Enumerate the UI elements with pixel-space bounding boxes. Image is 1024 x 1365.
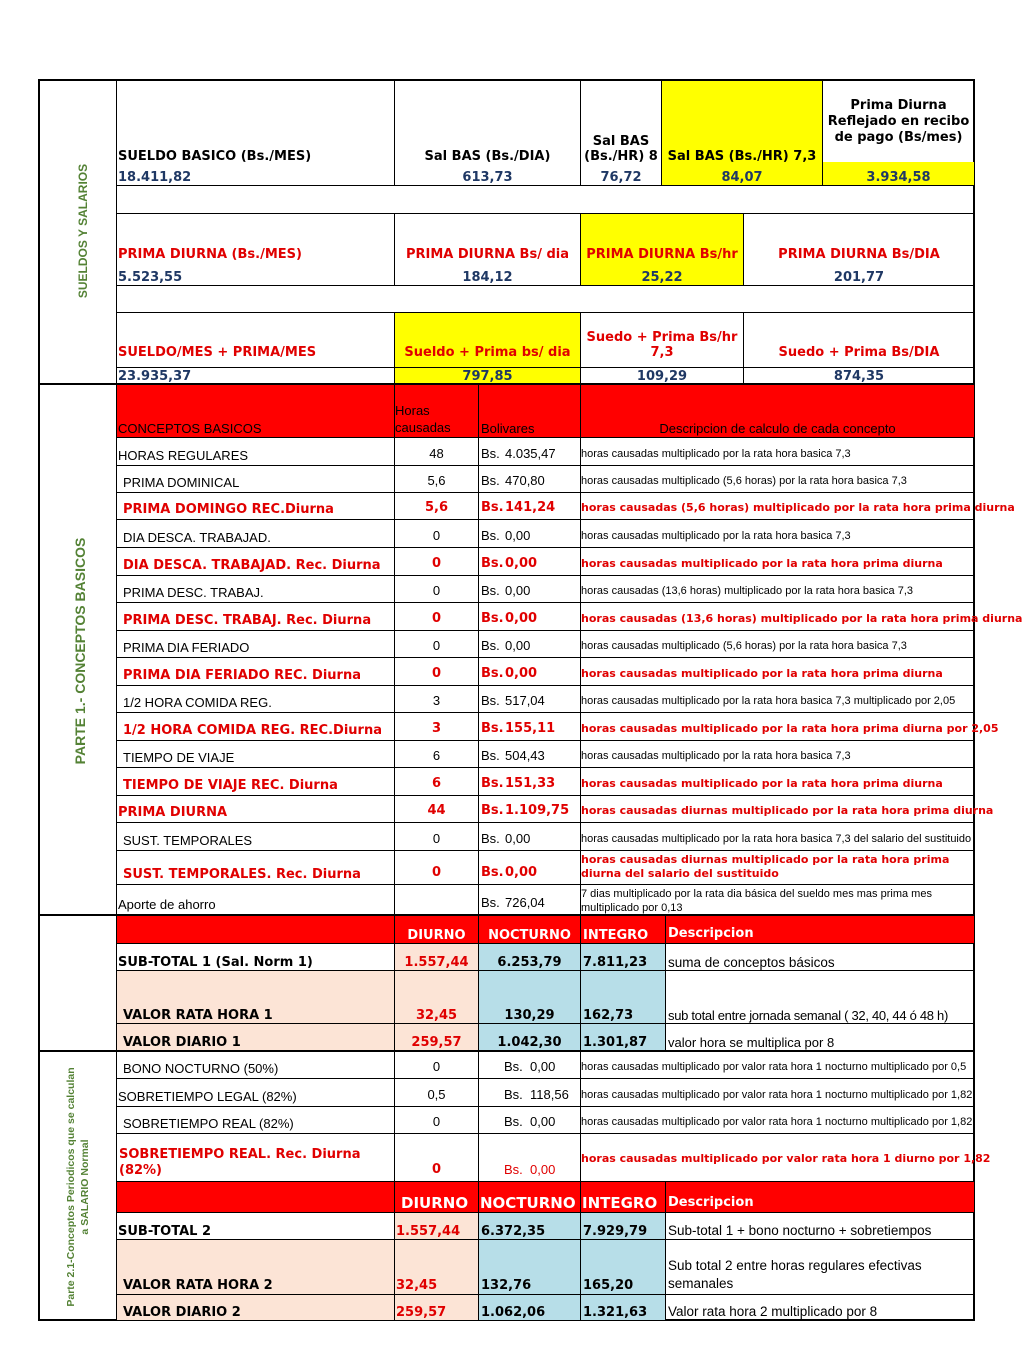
- concept-bs-label: Bs.: [481, 528, 500, 543]
- concept-desc: horas causadas (13,6 horas) multiplicado por la rata hora prima diurna: [581, 612, 1023, 625]
- concept-name: TIEMPO DE VIAJE: [123, 750, 235, 765]
- concept-desc: horas causadas diurnas multiplicado por la rata hora prima diurna del salario del sustituido: [581, 853, 950, 880]
- salary-value-1: 18.411,82: [118, 170, 192, 185]
- diario2-diurno: 259,57: [396, 1305, 447, 1320]
- subtotal2-header-desc: Descripcion: [668, 1195, 754, 1210]
- diario1-diurno: 259,57: [411, 1035, 462, 1050]
- concept-name: DIA DESCA. TRABAJAD.: [123, 530, 271, 545]
- concept-amount: 517,04: [505, 693, 545, 708]
- concept-bs-label: Bs.: [481, 721, 504, 736]
- concept-hours: 6: [432, 748, 441, 763]
- periodic-desc: horas causadas multiplicado por valor rata hora 1 diurno por 1,82: [581, 1152, 991, 1165]
- concept-name: PRIMA DIURNA: [118, 805, 228, 820]
- diario2-integro: 1.321,63: [583, 1305, 648, 1320]
- concept-name: PRIMA DOMINGO REC.Diurna: [123, 502, 334, 517]
- concept-amount: 4.035,47: [505, 446, 556, 461]
- concept-name: PRIMA DESC. TRABAJ. Rec. Diurna: [123, 613, 372, 628]
- combo-value-4: 874,35: [833, 369, 885, 384]
- periodic-bs-label: Bs.: [504, 1059, 523, 1074]
- concept-name: HORAS REGULARES: [118, 448, 249, 463]
- concept-hours: 5,6: [427, 473, 446, 488]
- concept-hours: 3: [431, 721, 442, 736]
- concept-amount: 141,24: [505, 500, 556, 515]
- concept-bs-label: Bs.: [481, 831, 500, 846]
- concept-bs-label: Bs.: [481, 895, 500, 910]
- periodic-desc: horas causadas multiplicado por valor rata hora 1 nocturno multiplicado por 1,82: [581, 1116, 973, 1128]
- concept-name: PRIMA DESC. TRABAJ.: [123, 585, 264, 600]
- salary-header-4: Sal BAS (Bs./HR) 7,3: [667, 149, 817, 164]
- salary-value-4: 84,07: [721, 170, 763, 185]
- concept-bs-label: Bs.: [481, 446, 500, 461]
- salary-header-5: Prima Diurna Reflejado en recibo de pago (Bs/mes): [827, 98, 970, 145]
- side-label-parte21-line1: Parte 2.1-Conceptos Periodicos que se calculan: [65, 1067, 77, 1307]
- concepts-header-desc: Descripcion de calculo de cada concepto: [659, 421, 896, 436]
- periodic-bs-label: Bs.: [504, 1087, 523, 1102]
- concept-hours: 44: [427, 803, 446, 818]
- concept-desc: horas causadas multiplicado por la rata hora basica 7,3 del salario del sustituido: [581, 833, 972, 845]
- combo-value-1: 23.935,37: [118, 369, 192, 384]
- concept-name: Aporte de ahorro: [118, 897, 216, 912]
- prima-value-1: 5.523,55: [118, 270, 183, 285]
- concept-desc: horas causadas multiplicado por la rata hora prima diurna: [581, 777, 943, 790]
- concept-hours: 0: [431, 556, 442, 571]
- concept-bs-label: Bs.: [481, 776, 504, 791]
- periodic-amount: 118,56: [530, 1087, 569, 1102]
- rata2-integro: 165,20: [583, 1278, 634, 1293]
- concept-amount: 151,33: [505, 776, 556, 791]
- subtotal1-desc: suma de conceptos básicos: [668, 955, 835, 970]
- periodic-hours: 0: [432, 1114, 441, 1129]
- combo-header-4: Suedo + Prima Bs/DIA: [778, 345, 940, 360]
- prima-header-2: PRIMA DIURNA Bs/ dia: [405, 247, 569, 262]
- concept-bs-label: Bs.: [481, 500, 504, 515]
- subtotal2-diurno: 1.557,44: [396, 1224, 461, 1239]
- concept-hours: 48: [429, 446, 444, 461]
- concept-amount: 0,00: [505, 556, 538, 571]
- concepts-header-hours: Horas causadas: [395, 403, 451, 435]
- concept-bs-label: Bs.: [481, 865, 504, 880]
- rata2-nocturno: 132,76: [481, 1278, 532, 1293]
- salary-header-2: Sal BAS (Bs./DIA): [424, 149, 551, 164]
- concept-name: PRIMA DOMINICAL: [123, 475, 240, 490]
- concept-desc: horas causadas multiplicado (5,6 horas) por la rata hora basica 7,3: [581, 475, 907, 487]
- salary-header-3: Sal BAS (Bs./HR) 8: [584, 134, 658, 164]
- concept-bs-label: Bs.: [481, 638, 500, 653]
- concept-hours: 0: [432, 638, 441, 653]
- diario1-nocturno: 1.042,30: [497, 1035, 562, 1050]
- concept-name: SUST. TEMPORALES: [123, 833, 253, 848]
- concept-desc: horas causadas diurnas multiplicado por la rata hora prima diurna: [581, 804, 994, 817]
- subtotal1-diurno: 1.557,44: [404, 955, 469, 970]
- concept-name: DIA DESCA. TRABAJAD. Rec. Diurna: [123, 558, 381, 573]
- concept-hours: 0: [431, 611, 442, 626]
- subtotal2-integro: 7.929,79: [583, 1224, 648, 1239]
- rata2-desc: Sub total 2 entre horas regulares efectivas semanales: [668, 1258, 922, 1291]
- subtotal1-header-integro: INTEGRO: [583, 928, 649, 943]
- side-label-sueldos: SUELDOS Y SALARIOS: [76, 163, 90, 299]
- concept-desc: 7 dias multiplicado por la rata dia básica del sueldo mes mas prima mes multiplicado por 0,13: [581, 888, 932, 914]
- subtotal1-header-desc: Descripcion: [668, 926, 754, 941]
- periodic-name: BONO NOCTURNO (50%): [123, 1061, 279, 1076]
- diario2-label: VALOR DIARIO 2: [123, 1305, 241, 1320]
- concept-hours: 6: [431, 776, 442, 791]
- combo-header-2: Sueldo + Prima bs/ dia: [404, 345, 571, 360]
- concept-name: 1/2 HORA COMIDA REG. REC.Diurna: [123, 723, 382, 738]
- periodic-amount: 0,00: [530, 1114, 556, 1129]
- periodic-name: SOBRETIEMPO REAL (82%): [123, 1116, 294, 1131]
- concept-amount: 726,04: [505, 895, 545, 910]
- subtotal1-label: SUB-TOTAL 1 (Sal. Norm 1): [118, 955, 313, 970]
- subtotal2-nocturno: 6.372,35: [481, 1224, 546, 1239]
- periodic-bs-label: Bs.: [504, 1162, 523, 1177]
- diario1-desc: valor hora se multiplica por 8: [668, 1035, 835, 1050]
- diario2-nocturno: 1.062,06: [481, 1305, 546, 1320]
- concepts-header-bolivares: Bolivares: [481, 421, 535, 436]
- side-label-parte1: PARTE 1.- CONCEPTOS BASICOS: [72, 537, 88, 765]
- concept-bs-label: Bs.: [481, 611, 504, 626]
- concept-amount: 1.109,75: [505, 803, 570, 818]
- rata1-diurno: 32,45: [415, 1008, 458, 1023]
- concept-hours: 0: [431, 666, 442, 681]
- concept-amount: 470,80: [505, 473, 545, 488]
- concept-hours: 0: [432, 528, 441, 543]
- concept-amount: 504,43: [505, 748, 545, 763]
- prima-header-3: PRIMA DIURNA Bs/hr: [586, 247, 738, 262]
- subtotal2-label: SUB-TOTAL 2: [118, 1224, 212, 1239]
- rata2-diurno: 32,45: [396, 1278, 438, 1293]
- periodic-name: SOBRETIEMPO LEGAL (82%): [118, 1089, 297, 1104]
- subtotal1-header-nocturno: NOCTURNO: [488, 928, 571, 943]
- periodic-bs-label: Bs.: [504, 1114, 523, 1129]
- combo-value-3: 109,29: [636, 369, 688, 384]
- concept-bs-label: Bs.: [481, 666, 504, 681]
- concept-desc: horas causadas multiplicado (5,6 horas) por la rata hora basica 7,3: [581, 640, 907, 652]
- concept-hours: 5,6: [424, 500, 449, 515]
- prima-header-4: PRIMA DIURNA Bs/DIA: [778, 247, 940, 262]
- combo-header-3: Suedo + Prima Bs/hr 7,3: [586, 330, 738, 360]
- periodic-name: SOBRETIEMPO REAL. Rec. Diurna (82%): [119, 1147, 361, 1178]
- concepts-header-name: CONCEPTOS BASICOS: [118, 421, 262, 436]
- concept-amount: 0,00: [505, 583, 531, 598]
- concept-desc: horas causadas (5,6 horas) multiplicado por la rata hora prima diurna: [581, 501, 1015, 514]
- concept-amount: 0,00: [505, 638, 531, 653]
- concept-bs-label: Bs.: [481, 748, 500, 763]
- concept-desc: horas causadas multiplicado por la rata hora basica 7,3 multiplicado por 2,05: [581, 695, 956, 707]
- combo-value-2: 797,85: [462, 369, 513, 384]
- subtotal1-nocturno: 6.253,79: [497, 955, 562, 970]
- periodic-desc: horas causadas multiplicado por valor rata hora 1 nocturno multiplicado por 1,82: [581, 1089, 973, 1101]
- concept-bs-label: Bs.: [481, 583, 500, 598]
- concept-hours: 0: [432, 831, 441, 846]
- prima-value-3: 25,22: [641, 270, 683, 285]
- concept-name: SUST. TEMPORALES. Rec. Diurna: [123, 867, 361, 882]
- subtotal2-header-diurno: DIURNO: [401, 1194, 469, 1212]
- concept-name: 1/2 HORA COMIDA REG.: [123, 695, 272, 710]
- combo-header-1: SUELDO/MES + PRIMA/MES: [118, 345, 317, 360]
- salary-value-5: 3.934,58: [866, 170, 931, 185]
- subtotal2-header-integro: INTEGRO: [582, 1194, 658, 1212]
- concept-amount: 155,11: [505, 721, 556, 736]
- rata1-desc: sub total entre jornada semanal ( 32, 40, 44 ó 48 h): [668, 1008, 948, 1023]
- periodic-hours: 0: [432, 1059, 441, 1074]
- periodic-desc: horas causadas multiplicado por valor rata hora 1 nocturno multiplicado por 0,5: [581, 1061, 967, 1073]
- concept-bs-label: Bs.: [481, 693, 500, 708]
- periodic-hours: 0: [431, 1162, 442, 1177]
- concept-desc: horas causadas multiplicado por la rata hora prima diurna por 2,05: [581, 722, 999, 735]
- diario1-label: VALOR DIARIO 1: [123, 1035, 241, 1050]
- concept-desc: horas causadas multiplicado por la rata hora basica 7,3: [581, 530, 851, 542]
- concept-name: PRIMA DIA FERIADO REC. Diurna: [123, 668, 361, 683]
- concept-amount: 0,00: [505, 528, 531, 543]
- concept-name: TIEMPO DE VIAJE REC. Diurna: [123, 778, 338, 793]
- concept-bs-label: Bs.: [481, 803, 504, 818]
- diario2-desc: Valor rata hora 2 multiplicado por 8: [668, 1304, 878, 1319]
- prima-value-2: 184,12: [462, 270, 513, 285]
- side-label-parte21-line2: a SALARIO Normal: [79, 1139, 91, 1235]
- concept-desc: horas causadas multiplicado por la rata hora prima diurna: [581, 557, 943, 570]
- concept-bs-label: Bs.: [481, 473, 500, 488]
- rata1-integro: 162,73: [583, 1008, 634, 1023]
- diario1-integro: 1.301,87: [583, 1035, 648, 1050]
- concept-desc: horas causadas (13,6 horas) multiplicado por la rata hora basica 7,3: [581, 585, 914, 597]
- concept-bs-label: Bs.: [481, 556, 504, 571]
- side-label-parte21: [64, 1056, 94, 1318]
- subtotal2-header-nocturno: NOCTURNO: [480, 1194, 576, 1212]
- rata1-label: VALOR RATA HORA 1: [123, 1008, 273, 1023]
- concept-amount: 0,00: [505, 611, 538, 626]
- subtotal2-desc: Sub-total 1 + bono nocturno + sobretiempos: [668, 1223, 932, 1238]
- salary-value-2: 613,73: [462, 170, 513, 185]
- subtotal1-header-diurno: DIURNO: [407, 928, 466, 943]
- subtotal1-integro: 7.811,23: [583, 955, 648, 970]
- concept-desc: horas causadas multiplicado por la rata hora basica 7,3: [581, 750, 851, 762]
- rata2-label: VALOR RATA HORA 2: [123, 1278, 273, 1293]
- concept-hours: 0: [432, 583, 441, 598]
- prima-header-1: PRIMA DIURNA (Bs./MES): [118, 247, 302, 262]
- concept-name: PRIMA DIA FERIADO: [123, 640, 250, 655]
- periodic-amount: 0,00: [530, 1059, 556, 1074]
- concept-amount: 0,00: [505, 865, 538, 880]
- concept-hours: 0: [431, 865, 442, 880]
- periodic-amount: 0,00: [530, 1162, 556, 1177]
- prima-value-4: 201,77: [833, 270, 885, 285]
- concept-desc: horas causadas multiplicado por la rata hora prima diurna: [581, 667, 943, 680]
- rata1-nocturno: 130,29: [504, 1008, 555, 1023]
- periodic-hours: 0,5: [427, 1087, 446, 1102]
- salary-header-1: SUELDO BASICO (Bs./MES): [118, 149, 312, 164]
- concept-amount: 0,00: [505, 831, 531, 846]
- salary-value-3: 76,72: [600, 170, 642, 185]
- concept-hours: 3: [432, 693, 441, 708]
- concept-amount: 0,00: [505, 666, 538, 681]
- concept-desc: horas causadas multiplicado por la rata hora basica 7,3: [581, 448, 851, 460]
